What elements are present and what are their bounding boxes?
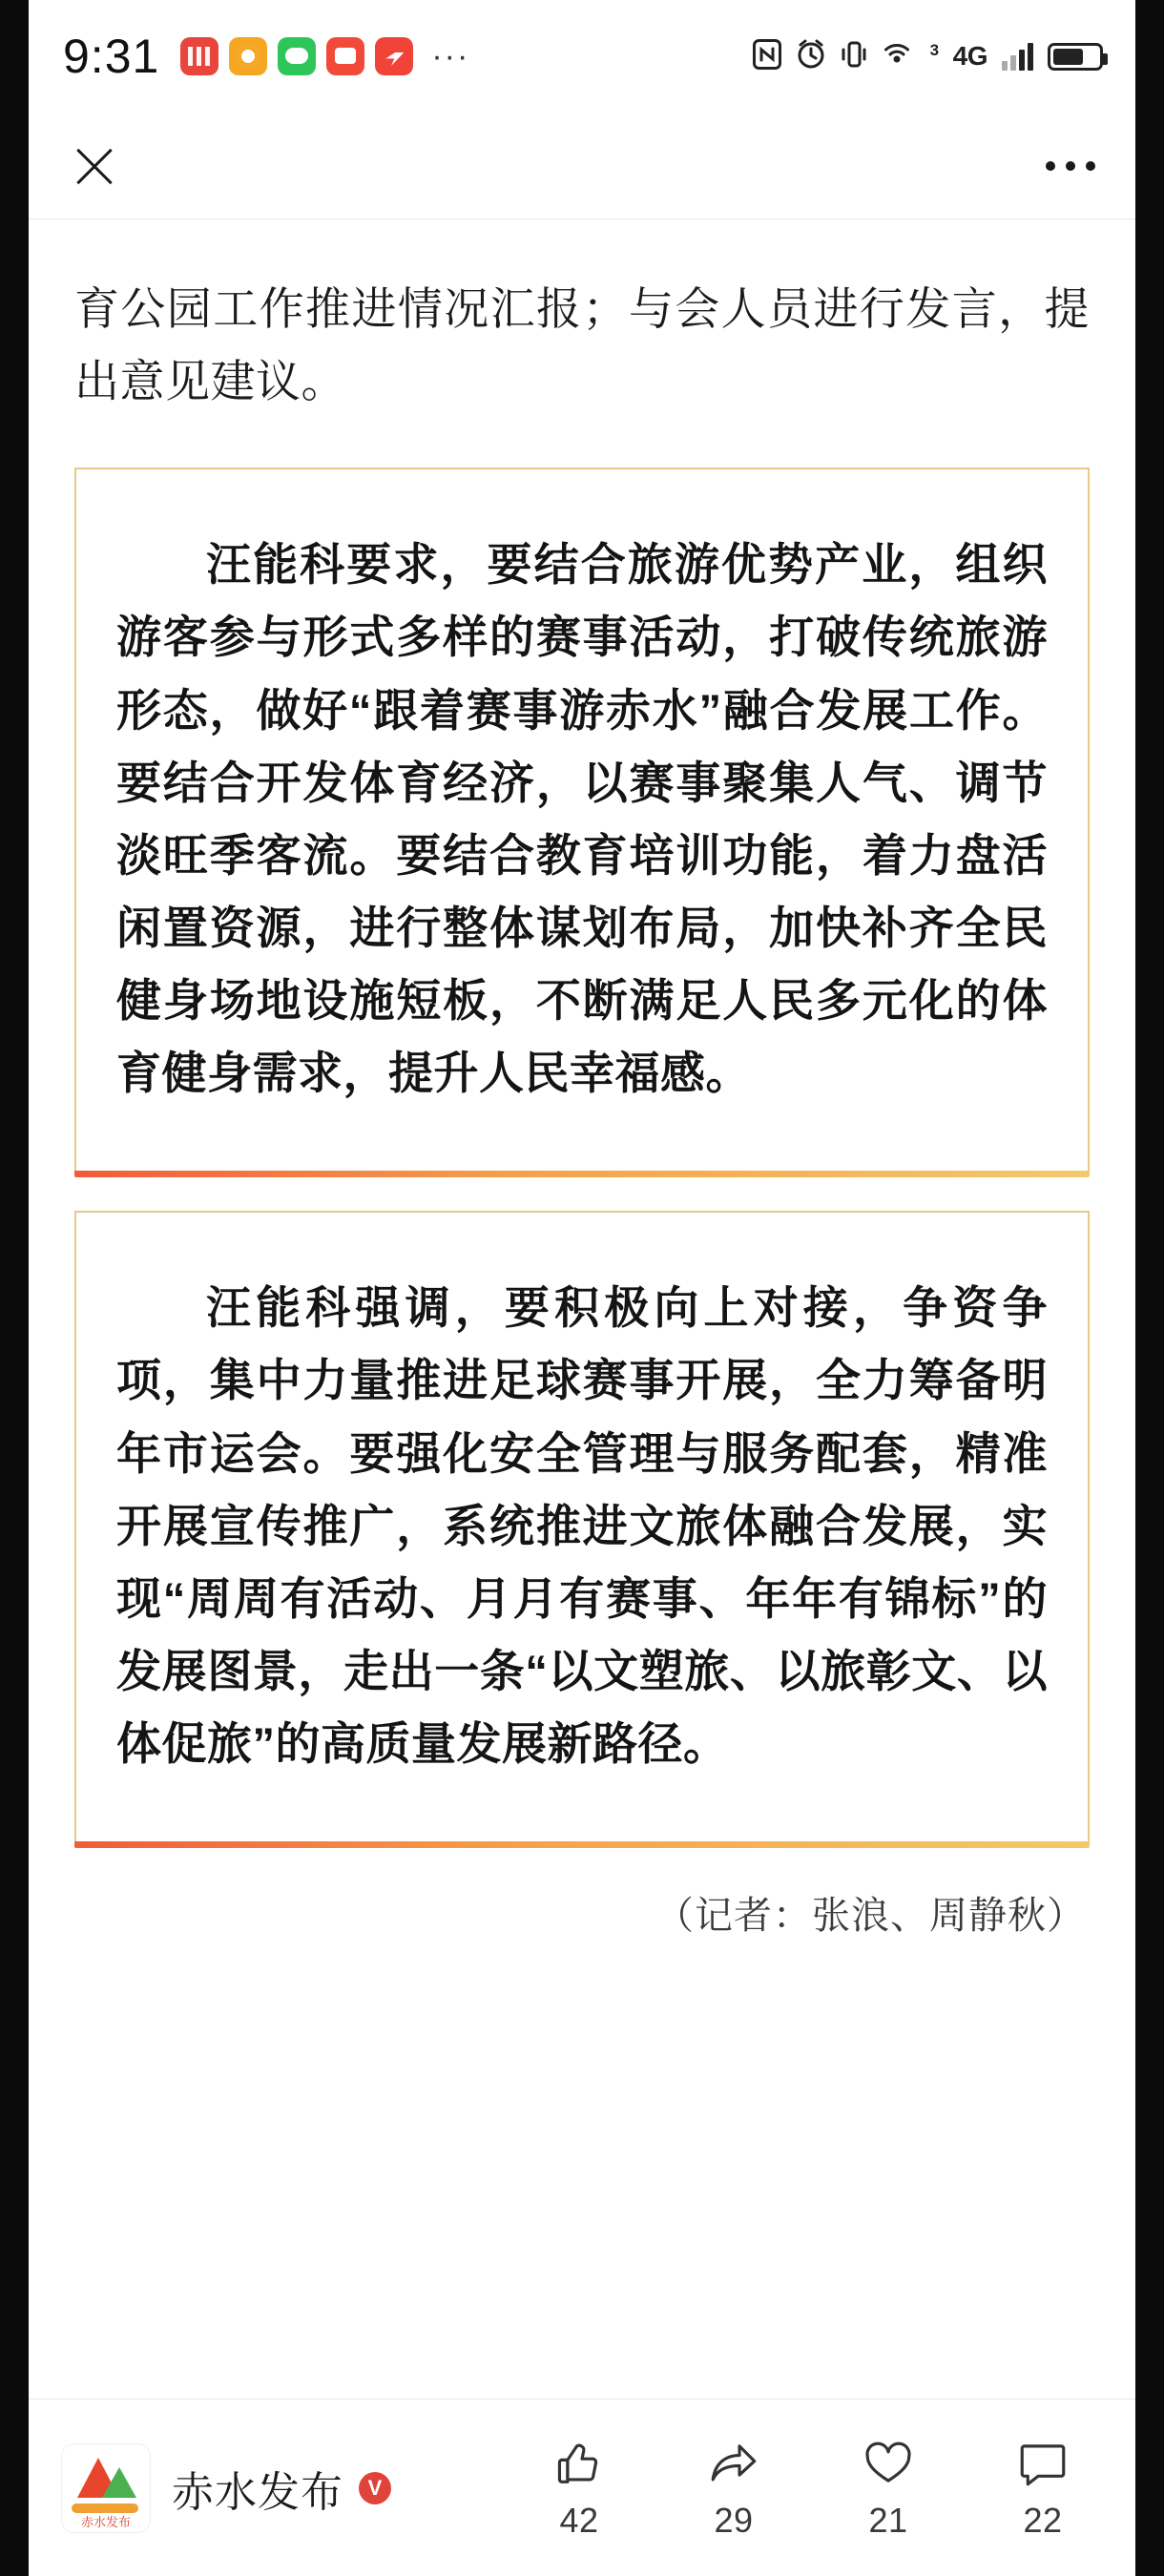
article-byline: （记者：张浪、周静秋） [655,1895,1086,1938]
quote-text-2: 汪能科强调，要积极向上对接，争资争项，集中力量推进足球赛事开展，全力筹备明年市运会。要强化安全管理与服务配套，精准开展宣传推广，系统推进文旅体融合发展，实现“周周有活动、月月有赛事、年年有锦标”的发展图景，走出一条“以文塑旅、以旅彰文、以体促旅”的高质量发展新路径。 [116,1282,1048,1769]
quote-text-1: 汪能科要求，要结合旅游优势产业，组织游客参与形式多样的赛事活动，打破传统旅游形态，做好“跟着赛事游赤水”融合发展工作。要结合开发体育经济，以赛事聚集人气、调节淡旺季客流。要结合教育培训功能，着力盘活闲置资源，进行整体谋划布局，加快补齐全民健身场地设施短板，不断满足人民多元化的体育健身需求，提升人民幸福感。 [116,539,1048,1099]
hotspot-count: 3 [929,40,939,59]
status-bar [29,0,1135,113]
vibrate-icon [841,39,867,74]
nfc-icon [753,39,781,74]
comment-button[interactable] [1000,2436,1086,2541]
red-app-icon [326,37,364,75]
favorite-button[interactable] [845,2436,931,2541]
phone-screen [29,0,1135,2576]
quote-card-1 [74,467,1090,1171]
logo-caption: 赤水发布 [80,2514,131,2529]
camera-app-icon [229,37,267,75]
status-app-icons [180,37,469,75]
network-type-label: 4G [952,41,987,71]
share-icon [706,2436,761,2491]
bottom-action-bar [29,2399,1135,2576]
status-overflow-icon: ··· [431,38,470,74]
alarm-icon [796,39,826,74]
thumbs-up-icon [551,2436,607,2491]
heart-icon [861,2436,916,2491]
signal-bars-icon [1002,42,1033,71]
comment-count: 22 [1023,2500,1063,2540]
battery-icon [1048,43,1103,71]
card-bottom-rule [74,1841,1090,1848]
wechat-app-icon [278,37,316,75]
quote-card-2 [74,1211,1090,1841]
like-count: 42 [559,2500,599,2540]
share-button[interactable] [691,2436,777,2541]
verified-badge: V [359,2472,391,2504]
chishui-publish-logo [61,2443,151,2533]
more-options-icon[interactable] [1042,148,1099,184]
action-buttons [536,2436,1095,2541]
card-bottom-rule [74,1171,1090,1177]
article-body [29,219,1135,1940]
huawei-app-icon [180,37,218,75]
favorite-count: 21 [868,2500,908,2540]
comment-icon [1015,2436,1070,2491]
account-link[interactable] [61,2443,391,2533]
close-icon[interactable] [65,136,124,196]
article-paragraph-top: 育公园工作推进情况汇报；与会人员进行发言，提出意见建议。 [74,283,1090,407]
like-button[interactable] [536,2436,622,2541]
hotspot-icon [882,39,916,74]
account-name: 赤水发布 [172,2468,343,2516]
status-time: 9:31 [63,30,160,83]
top-navigation-bar [29,113,1135,219]
toutiao-app-icon [375,37,413,75]
share-count: 29 [714,2500,754,2540]
status-right-icons [753,39,1103,74]
